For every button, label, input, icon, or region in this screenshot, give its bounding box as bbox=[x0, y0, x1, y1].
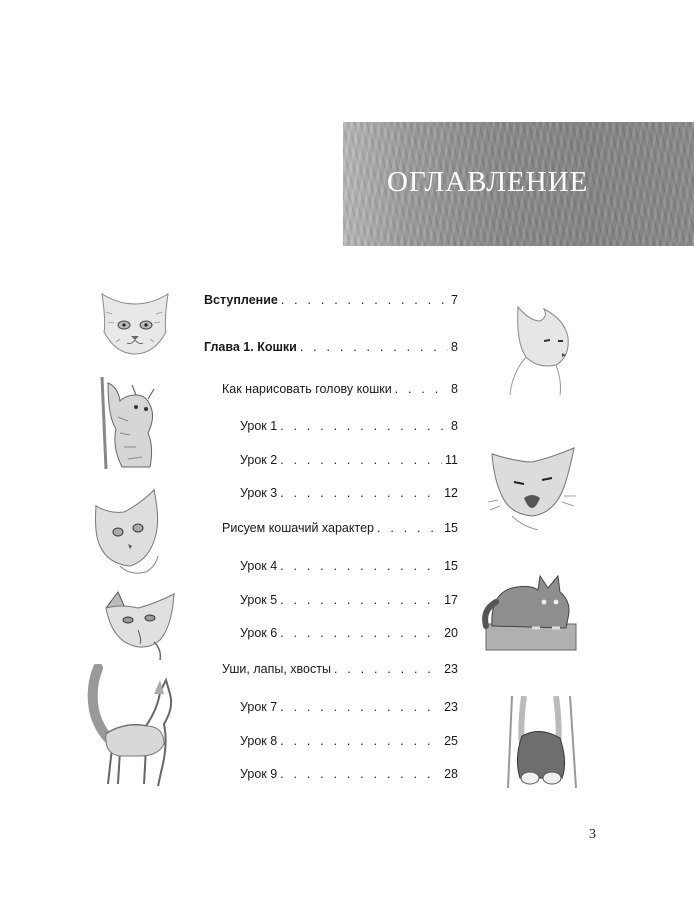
toc-leader-dots bbox=[334, 661, 441, 677]
toc-entry-title: Уши, лапы, хвосты bbox=[222, 662, 331, 676]
toc-entry-page: 17 bbox=[444, 593, 458, 607]
toc-entry[interactable] bbox=[240, 699, 458, 715]
toc-entry-page: 8 bbox=[451, 340, 458, 354]
cat-lying-on-ledge-sketch bbox=[482, 566, 580, 656]
kitten-tilted-head-sketch bbox=[90, 488, 166, 578]
cat-face-fluffy-sketch bbox=[96, 292, 174, 356]
cat-paws-sketch bbox=[504, 696, 580, 788]
toc-entry-title: Урок 8 bbox=[240, 734, 278, 748]
toc-entry-title: Урок 2 bbox=[240, 453, 278, 467]
toc-entry-page: 28 bbox=[444, 767, 458, 781]
toc-leader-dots bbox=[280, 766, 441, 782]
toc-entry-title: Урок 6 bbox=[240, 626, 278, 640]
toc-entry-title: Урок 1 bbox=[240, 419, 278, 433]
toc-leader-dots bbox=[395, 381, 448, 397]
toc-entry-page: 12 bbox=[444, 486, 458, 500]
toc-leader-dots bbox=[377, 520, 441, 536]
toc-leader-dots bbox=[280, 733, 441, 749]
toc-entry[interactable] bbox=[222, 381, 458, 397]
cat-standing-tail-up-sketch bbox=[84, 664, 180, 788]
toc-entry-title: Вступление bbox=[204, 293, 278, 307]
toc-entry[interactable] bbox=[240, 452, 458, 468]
cat-looking-aside-sketch bbox=[504, 303, 574, 395]
toc-entry[interactable] bbox=[222, 661, 458, 677]
toc-entry-page: 8 bbox=[451, 382, 458, 396]
toc-entry[interactable] bbox=[240, 733, 458, 749]
toc-entry-page: 7 bbox=[451, 293, 458, 307]
toc-leader-dots bbox=[280, 558, 441, 574]
toc-leader-dots bbox=[280, 418, 448, 434]
page-number: 3 bbox=[589, 827, 596, 842]
toc-leader-dots bbox=[300, 339, 448, 355]
toc-entry[interactable] bbox=[204, 292, 458, 308]
banner-title: ОГЛАВЛЕНИЕ bbox=[387, 166, 589, 198]
toc-entry-title: Урок 3 bbox=[240, 486, 278, 500]
toc-leader-dots bbox=[280, 625, 441, 641]
siamese-cat-looking-up-sketch bbox=[98, 590, 178, 660]
toc-entry-title: Рисуем кошачий характер bbox=[222, 521, 374, 535]
toc-leader-dots bbox=[281, 292, 448, 308]
toc-entry-page: 20 bbox=[444, 626, 458, 640]
toc-entry-title: Глава 1. Кошки bbox=[204, 340, 297, 354]
toc-entry-title: Урок 9 bbox=[240, 767, 278, 781]
toc-entry-title: Урок 7 bbox=[240, 700, 278, 714]
toc-entry[interactable] bbox=[240, 592, 458, 608]
toc-entry-title: Урок 4 bbox=[240, 559, 278, 573]
toc-entry-title: Урок 5 bbox=[240, 593, 278, 607]
toc-entry-page: 11 bbox=[445, 453, 458, 467]
toc-leader-dots bbox=[280, 485, 441, 501]
toc-entry-title: Как нарисовать голову кошки bbox=[222, 382, 392, 396]
toc-leader-dots bbox=[280, 452, 442, 468]
toc-entry[interactable] bbox=[240, 485, 458, 501]
cat-climbing-sketch bbox=[98, 377, 168, 469]
cat-hissing-sketch bbox=[488, 440, 576, 530]
toc-entry[interactable] bbox=[240, 766, 458, 782]
toc-entry-page: 23 bbox=[444, 700, 458, 714]
toc-leader-dots bbox=[280, 592, 441, 608]
toc-entry[interactable] bbox=[204, 339, 458, 355]
toc-entry-page: 8 bbox=[451, 419, 458, 433]
toc-entry-page: 25 bbox=[444, 734, 458, 748]
toc-entry[interactable] bbox=[222, 520, 458, 536]
toc-entry-page: 15 bbox=[444, 521, 458, 535]
toc-entry[interactable] bbox=[240, 625, 458, 641]
toc-entry[interactable] bbox=[240, 558, 458, 574]
toc-entry-page: 15 bbox=[444, 559, 458, 573]
toc-entry-page: 23 bbox=[444, 662, 458, 676]
toc-entry[interactable] bbox=[240, 418, 458, 434]
toc-leader-dots bbox=[280, 699, 441, 715]
